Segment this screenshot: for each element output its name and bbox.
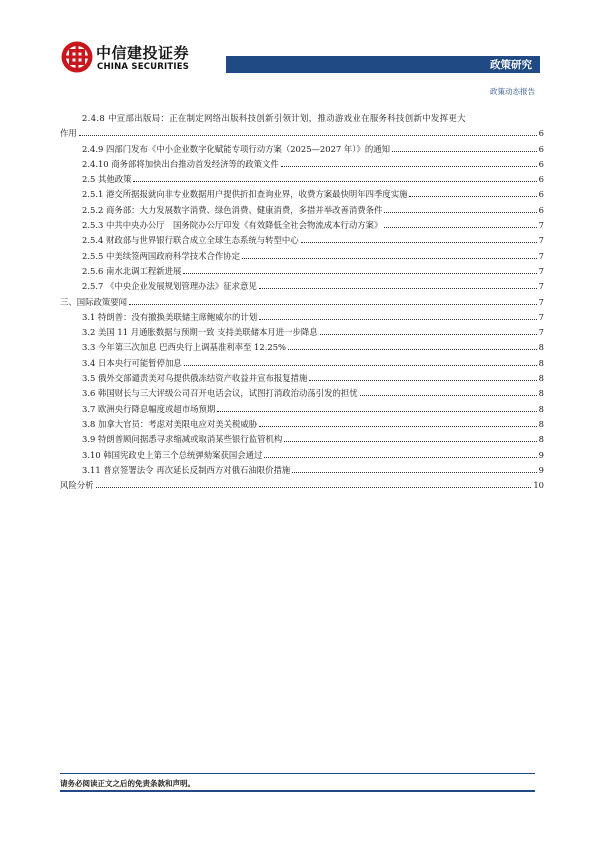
toc-entry[interactable]: [60, 155, 544, 170]
toc-entry[interactable]: [60, 292, 544, 307]
toc-page-number: 8: [538, 403, 544, 414]
toc-entry-title: 三、国际政策要闻: [60, 296, 127, 307]
toc-dot-leader: [281, 166, 537, 167]
toc-dot-leader: [392, 151, 537, 152]
toc-page-number: 8: [538, 434, 544, 445]
toc-page-number: 6: [538, 189, 544, 200]
toc-dot-leader: [259, 426, 537, 427]
toc-entry-title: 2.5.1 港交所据报就向非专业数据用户提供折扣查询业界，收费方案最快明年四季度实施: [82, 189, 408, 200]
toc-page-number: 7: [538, 250, 544, 261]
toc-entry-title: 2.5.4 财政部与世界银行联合成立全球生态系统与转型中心: [82, 235, 299, 246]
toc-entry-title: 3.10 韩国宪政史上第三个总统弹劾案获国会通过: [82, 449, 263, 460]
toc-entry[interactable]: [60, 399, 544, 414]
toc-entry-title: 2.5.6 南水北调工程新进展: [82, 265, 182, 276]
toc-entry[interactable]: [60, 231, 544, 246]
toc-page-number: 8: [538, 342, 544, 353]
toc-entry[interactable]: [60, 139, 544, 154]
toc-entry[interactable]: [60, 170, 544, 185]
toc-page-number: 6: [538, 204, 544, 215]
toc-entry-title: 2.4.9 四部门发布《中小企业数字化赋能专项行动方案（2025—2027 年）》的通知: [82, 143, 390, 154]
toc-entry-title: 3.11 普京签署法令 再次延长反制西方对俄石油限价措施: [82, 464, 291, 475]
toc-page-number: 7: [538, 220, 544, 231]
toc-dot-leader: [259, 288, 537, 289]
toc-dot-leader: [184, 365, 537, 366]
toc-dot-leader: [96, 487, 532, 488]
toc-entry-title: 2.4.10 商务部将加快出台推动首发经济等的政策文件: [82, 158, 279, 169]
toc-page-number: 10: [533, 480, 544, 491]
toc-entry-title: 3.3 今年第三次加息 巴西央行上调基准利率至 12.25%: [82, 342, 286, 353]
toc-dot-leader: [217, 411, 536, 412]
toc-page-number: 7: [538, 311, 544, 322]
toc-entry-title: 作用: [60, 128, 77, 139]
toc-page-number: 8: [538, 388, 544, 399]
toc-dot-leader: [384, 212, 536, 213]
toc-page-number: 8: [538, 357, 544, 368]
toc-dot-leader: [409, 196, 536, 197]
section-title: 政策研究: [490, 59, 532, 71]
toc-entry[interactable]: [60, 369, 544, 384]
citic-logo-icon: [60, 40, 94, 74]
toc-dot-leader: [309, 380, 536, 381]
toc-entry-title: 3.2 美国 11 月通胀数据与预期一致 支持美联储本月进一步降息: [82, 327, 318, 338]
toc-page-number: 6: [538, 143, 544, 154]
toc-page-number: 7: [538, 296, 544, 307]
toc-entry[interactable]: [60, 185, 544, 200]
toc-dot-leader: [183, 273, 536, 274]
toc-entry-title: 3.8 加拿大官员：考虑对美限电应对美关税威胁: [82, 418, 258, 429]
toc-page-number: 7: [538, 235, 544, 246]
toc-dot-leader: [264, 457, 536, 458]
toc-dot-leader: [384, 227, 536, 228]
toc-entry-title: 2.5.2 商务部：大力发展数字消费、绿色消费、健康消费，多措并举改善消费条件: [82, 204, 383, 215]
toc-entry-title: 2.4.8 中宣部出版局：正在制定网络出版科技创新引领计划，推动游戏业在服务科技创新中发挥更大: [82, 113, 466, 123]
toc-dot-leader: [259, 319, 537, 320]
toc-dot-leader: [288, 349, 537, 350]
logo-english-name: CHINA SECURITIES: [97, 62, 190, 72]
toc-entry[interactable]: [60, 461, 544, 476]
footer-disclaimer: 请务必阅读正文之后的免责条款和声明。: [60, 779, 195, 788]
toc-entry[interactable]: [60, 277, 544, 292]
toc-page-number: 6: [538, 174, 544, 185]
toc-dot-leader: [133, 181, 536, 182]
toc-entry[interactable]: [60, 353, 544, 368]
toc-entry[interactable]: [60, 430, 544, 445]
page-header: [0, 0, 595, 96]
company-logo: [60, 40, 200, 80]
toc-entry-wrapped-line1[interactable]: [60, 109, 544, 124]
toc-page-number: 7: [538, 327, 544, 338]
toc-page-number: 6: [538, 158, 544, 169]
footer-divider: [60, 773, 535, 774]
toc-entry[interactable]: [60, 262, 544, 277]
toc-page-number: 9: [538, 464, 544, 475]
footer-bar: [60, 790, 535, 792]
toc-page-number: 9: [538, 449, 544, 460]
toc-entry-title: 风险分析: [60, 480, 94, 491]
toc-dot-leader: [360, 395, 537, 396]
toc-dot-leader: [284, 441, 536, 442]
toc-dot-leader: [242, 258, 537, 259]
toc-entry-title: 2.5 其他政策: [82, 174, 132, 185]
toc-entry-title: 2.5.3 中共中央办公厅 国务院办公厅印发《有效降低全社会物流成本行动方案》: [82, 220, 383, 231]
toc-dot-leader: [301, 242, 537, 243]
toc-page-number: 7: [538, 281, 544, 292]
toc-entry-title: 2.5.5 中美续签两国政府科学技术合作协定: [82, 250, 240, 261]
toc-entry[interactable]: [60, 246, 544, 261]
toc-entry[interactable]: [60, 308, 544, 323]
toc-entry-title: 3.1 特朗普：没有撤换美联储主席鲍威尔的计划: [82, 311, 258, 322]
toc-entry[interactable]: [60, 476, 544, 491]
toc-entry-title: 3.7 欧洲央行降息幅度或超市场预期: [82, 403, 216, 414]
toc-page-number: 7: [538, 265, 544, 276]
toc-entry-title: 3.5 俄外交部谴责美对乌提供俄冻结资产收益并宣布报复措施: [82, 373, 308, 384]
toc-dot-leader: [129, 304, 537, 305]
toc-entry[interactable]: [60, 216, 544, 231]
logo-chinese-name: 中信建投证券: [96, 44, 190, 62]
toc-entry[interactable]: [60, 445, 544, 460]
toc-page-number: 8: [538, 418, 544, 429]
toc-entry[interactable]: [60, 323, 544, 338]
toc-entry[interactable]: [60, 384, 544, 399]
toc-page-number: 6: [538, 128, 544, 139]
report-type: 政策动态报告: [490, 87, 535, 96]
table-of-contents: [60, 109, 544, 491]
toc-entry-title: 2.5.7 《中央企业发展规划管理办法》征求意见: [82, 281, 257, 292]
toc-page-number: 8: [538, 373, 544, 384]
toc-list: [60, 139, 544, 491]
section-band: [226, 56, 540, 73]
toc-dot-leader: [292, 472, 536, 473]
toc-entry-title: 3.4 日本央行可能暂停加息: [82, 357, 182, 368]
toc-dot-leader: [320, 334, 537, 335]
toc-entry[interactable]: [60, 338, 544, 353]
toc-entry-title: 3.9 特朗普顾问据悉寻求缩减或取消某些银行监管机构: [82, 434, 283, 445]
toc-entry-title: 3.6 韩国财长与三大评级公司召开电话会议，试图打消政治动荡引发的担忧: [82, 388, 358, 399]
toc-entry[interactable]: [60, 415, 544, 430]
toc-dot-leader: [79, 135, 537, 136]
toc-entry-wrapped-line2[interactable]: [60, 124, 544, 139]
toc-entry[interactable]: [60, 200, 544, 215]
